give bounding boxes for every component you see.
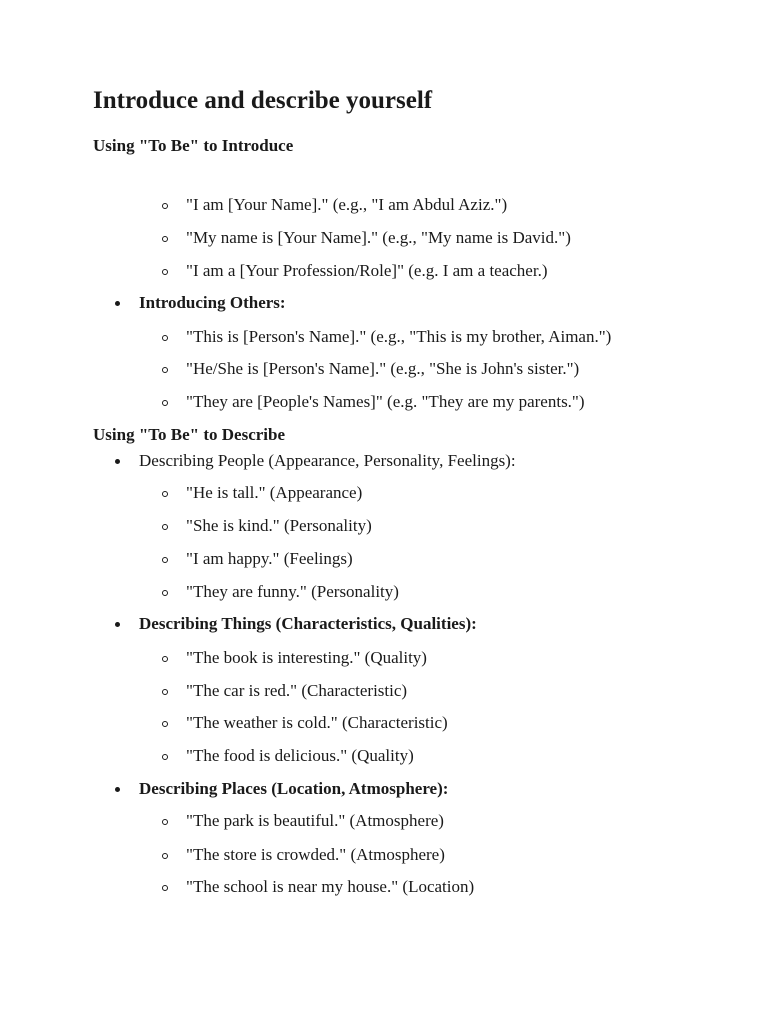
bullet-label: Describing Things (Characteristics, Qualities):: [139, 614, 477, 633]
list-item-text: "This is [Person's Name]." (e.g., "This is my brother, Aiman."): [186, 327, 612, 346]
list-item: [0, 391, 768, 415]
list-item-text: "The school is near my house." (Location): [186, 877, 475, 896]
list-item-text: "I am [Your Name]." (e.g., "I am Abdul Aziz."): [186, 195, 508, 214]
hollow-bullet-icon: [162, 689, 168, 695]
hollow-bullet-icon: [162, 590, 168, 596]
list-item: [0, 810, 768, 834]
hollow-bullet-icon: [162, 721, 168, 727]
hollow-bullet-icon: [162, 656, 168, 662]
list-item-text: "The store is crowded." (Atmosphere): [186, 845, 445, 864]
list-item: [0, 712, 768, 736]
hollow-bullet-icon: [162, 853, 168, 859]
list-item-text: "The car is red." (Characteristic): [186, 681, 408, 700]
list-item-text: "He/She is [Person's Name]." (e.g., "She is John's sister."): [186, 359, 580, 378]
list-item: [0, 548, 768, 572]
page-title: Introduce and describe yourself: [93, 87, 433, 114]
hollow-bullet-icon: [162, 335, 168, 341]
section-heading-describe: Using "To Be" to Describe: [93, 425, 286, 444]
hollow-bullet-icon: [162, 885, 168, 891]
bullet-item-introducing-others: [0, 292, 768, 316]
list-item: [0, 194, 768, 218]
list-item: [0, 358, 768, 382]
list-item-text: "The food is delicious." (Quality): [186, 746, 414, 765]
bullet-icon: [115, 622, 120, 627]
list-item: [0, 876, 768, 900]
hollow-bullet-icon: [162, 367, 168, 373]
bullet-icon: [115, 787, 120, 792]
list-item: [0, 647, 768, 671]
hollow-bullet-icon: [162, 491, 168, 497]
bullet-icon: [115, 301, 120, 306]
list-item-text: "My name is [Your Name]." (e.g., "My name is David."): [186, 228, 571, 247]
list-item: [0, 227, 768, 251]
hollow-bullet-icon: [162, 203, 168, 209]
list-item: [0, 680, 768, 704]
list-item-text: "The weather is cold." (Characteristic): [186, 713, 448, 732]
hollow-bullet-icon: [162, 236, 168, 242]
list-item-text: "They are funny." (Personality): [186, 582, 399, 601]
list-item-text: "The book is interesting." (Quality): [186, 648, 427, 667]
bullet-item-describing-people: [0, 450, 768, 474]
hollow-bullet-icon: [162, 524, 168, 530]
list-item-text: "He is tall." (Appearance): [186, 483, 363, 502]
section-heading-introduce: Using "To Be" to Introduce: [93, 136, 294, 155]
list-item: [0, 844, 768, 868]
list-item: [0, 326, 768, 350]
bullet-label: Describing Places (Location, Atmosphere):: [139, 779, 449, 798]
hollow-bullet-icon: [162, 400, 168, 406]
bullet-item-describing-places: [0, 778, 768, 802]
list-item-text: "I am a [Your Profession/Role]" (e.g. I am a teacher.): [186, 261, 548, 280]
list-item: [0, 482, 768, 506]
hollow-bullet-icon: [162, 754, 168, 760]
list-item: [0, 515, 768, 539]
bullet-label: Describing People (Appearance, Personality, Feelings):: [139, 451, 516, 470]
list-item-text: "She is kind." (Personality): [186, 516, 372, 535]
bullet-label: Introducing Others:: [139, 293, 286, 312]
list-item: [0, 581, 768, 605]
list-item: [0, 745, 768, 769]
list-item-text: "The park is beautiful." (Atmosphere): [186, 811, 444, 830]
bullet-item-describing-things: [0, 613, 768, 637]
list-item-text: "I am happy." (Feelings): [186, 549, 353, 568]
list-item-text: "They are [People's Names]" (e.g. "They are my parents."): [186, 392, 585, 411]
hollow-bullet-icon: [162, 819, 168, 825]
bullet-icon: [115, 459, 120, 464]
hollow-bullet-icon: [162, 269, 168, 275]
hollow-bullet-icon: [162, 557, 168, 563]
list-item: [0, 260, 768, 284]
